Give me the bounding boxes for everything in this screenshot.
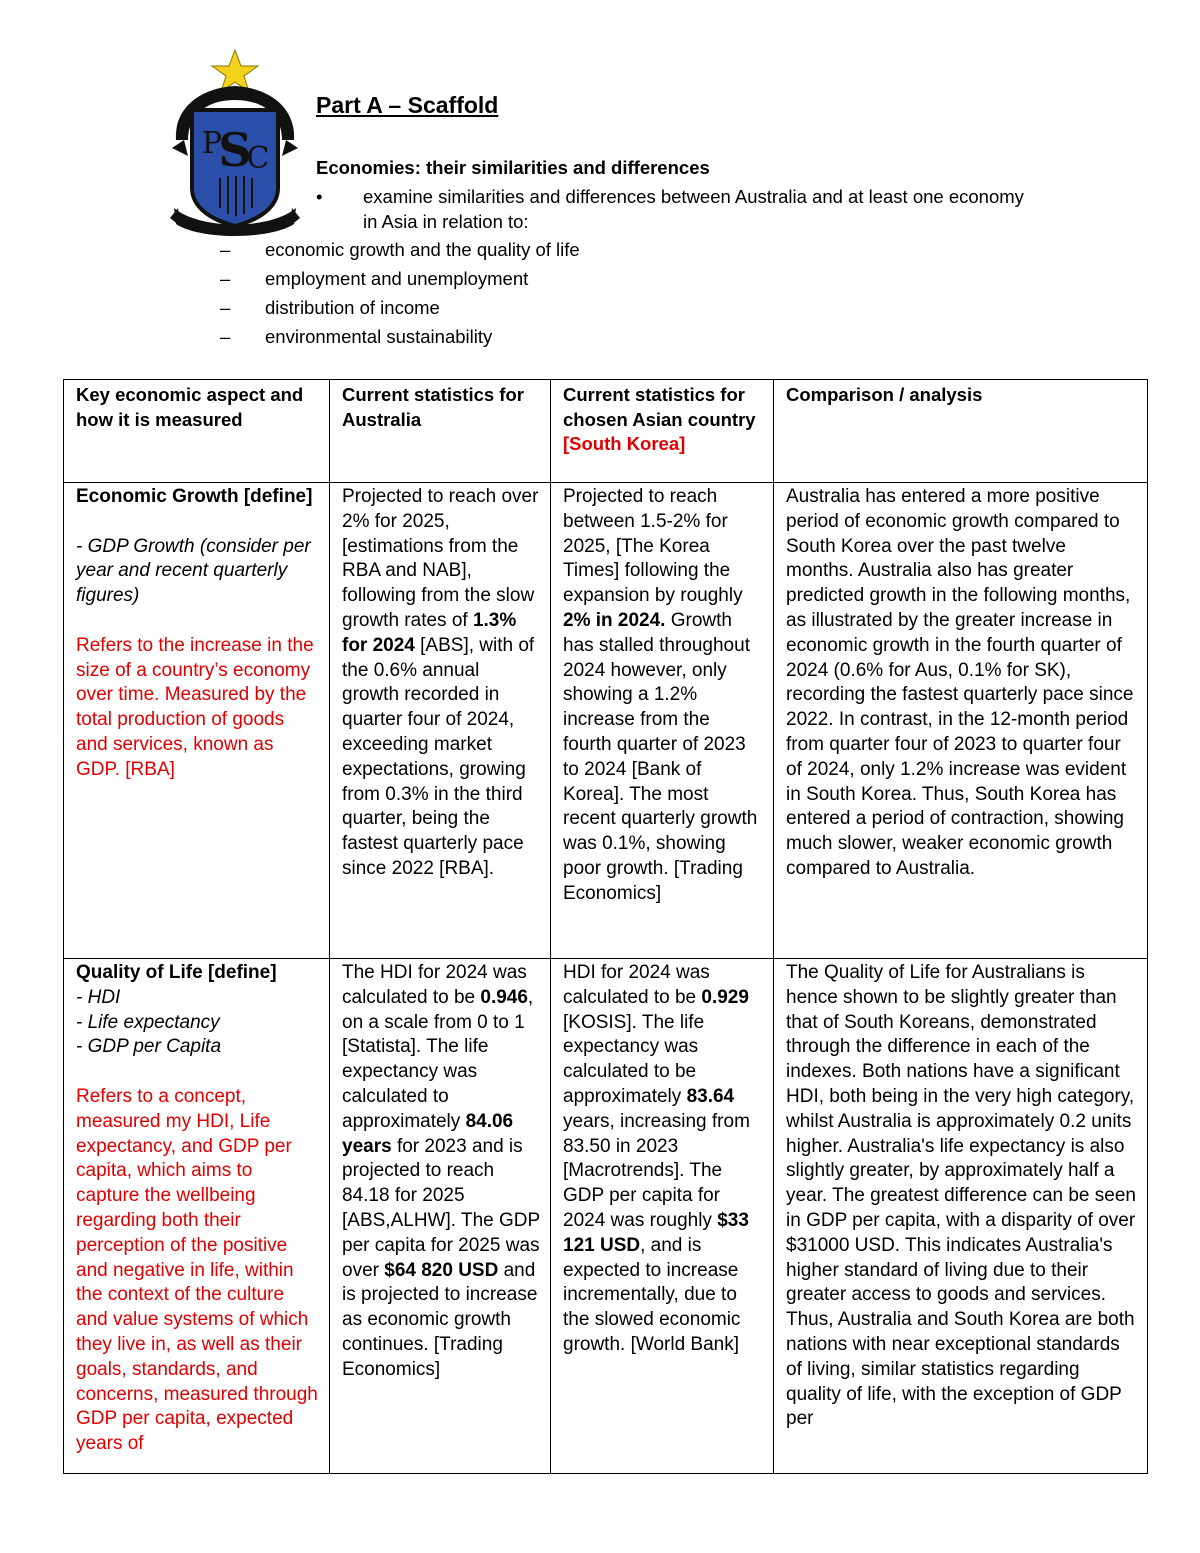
svg-text:P: P bbox=[201, 126, 223, 161]
topic-list bbox=[220, 237, 580, 353]
cell-text: years, increasing from 83.50 in 2023 [Macrotrends]. The GDP per capita for 2024 was roughly bbox=[563, 1110, 750, 1231]
aspect-measure: - Life expectancy bbox=[76, 1011, 220, 1033]
school-crest-logo bbox=[170, 48, 300, 238]
bullet-text: examine similarities and differences between Australia and at least one economy in Asia in relation to: bbox=[363, 186, 1024, 232]
header-aspect: Key economic aspect and how it is measured bbox=[64, 380, 330, 483]
aspect-cell-quality-of-life bbox=[64, 959, 330, 1474]
analysis-cell: Australia has entered a more positive period of economic growth compared to South Korea over the past twelve months. Australia also has greater predicted growth in the following months, as illustrated by the greater increase in economic growth in the fourth quarter of 2024 (0.6% for Aus, 0.1% for SK), recording the fastest quarterly pace since 2022. In contrast, in the 12-month period from quarter four of 2023 to quarter four of 2024, only 1.2% increase was evident in South Korea. Thus, South Korea has entered a period of contraction, showing much slower, weaker economic growth compared to Australia. bbox=[774, 483, 1148, 959]
cell-text: [ABS], with of the 0.6% annual growth recorded in quarter four of 2024, exceeding market expectations, growing from 0.3% in the third quarter, being the fastest quarterly pace since 2022 [RBA]. bbox=[342, 634, 535, 879]
svg-text:S: S bbox=[218, 123, 252, 177]
topic-text: environmental sustainability bbox=[265, 326, 493, 347]
aspect-definition: Refers to the increase in the size of a country’s economy over time. Measured by the total production of goods and services, known as GDP. [RBA] bbox=[76, 634, 314, 780]
table-row bbox=[64, 959, 1148, 1474]
aspect-title: Quality of Life [define] bbox=[76, 962, 277, 983]
cell-text: , on a scale from 0 to 1 [Statista]. The life expectancy was calculated to approximately bbox=[342, 986, 534, 1132]
cell-text: and is projected to increase as economic growth continues. [Trading Economics] bbox=[342, 1259, 538, 1380]
cell-highlight: 84.06 years bbox=[342, 1110, 514, 1157]
header-asian-country-label: Current statistics for chosen Asian country bbox=[563, 384, 756, 430]
page-title: Part A – Scaffold bbox=[316, 92, 499, 118]
aspect-cell-economic-growth bbox=[64, 483, 330, 959]
cell-text: , and is expected to increase incrementally, due to the slowed economic growth. [World Bank] bbox=[563, 1234, 741, 1355]
bullet-symbol: • bbox=[316, 186, 323, 207]
header-analysis: Comparison / analysis bbox=[774, 380, 1148, 483]
header-country-name: [South Korea] bbox=[563, 433, 686, 454]
topic-text: employment and unemployment bbox=[265, 268, 529, 289]
topic-text: distribution of income bbox=[265, 297, 440, 318]
cell-text: Growth has stalled throughout 2024 however, only showing a 1.2% increase from the fourth quarter of 2023 to 2024 [Bank of Korea]. The most recent quarterly growth was 0.1%, showing poor growth. [Trading Economics] bbox=[563, 609, 758, 904]
aspect-measure: - GDP per Capita bbox=[76, 1036, 222, 1058]
aspect-title: Economic Growth [define] bbox=[76, 486, 313, 507]
australia-cell bbox=[330, 959, 551, 1474]
cell-highlight: 1.3% for 2024 bbox=[342, 609, 517, 656]
topic-item bbox=[220, 237, 580, 266]
cell-text: [KOSIS]. The life expectancy was calculated to be approximately bbox=[563, 1011, 705, 1107]
cell-highlight: $64 820 USD bbox=[384, 1259, 499, 1281]
dash-symbol: – bbox=[220, 239, 231, 260]
topic-item bbox=[220, 266, 580, 295]
cell-highlight: $33 121 USD bbox=[563, 1209, 749, 1256]
south-korea-cell bbox=[551, 959, 774, 1474]
cell-highlight: 83.64 bbox=[686, 1085, 735, 1107]
topic-item bbox=[220, 295, 580, 324]
header-asian-country bbox=[551, 380, 774, 483]
cell-text: Projected to reach between 1.5-2% for 2025, [The Korea Times] following the expansion by roughly bbox=[563, 486, 743, 607]
cell-text: Projected to reach over 2% for 2025, [estimations from the RBA and NAB], following from the slow growth rates of bbox=[342, 486, 539, 631]
aspect-measure: - HDI bbox=[76, 986, 121, 1008]
south-korea-cell bbox=[551, 483, 774, 959]
analysis-cell: The Quality of Life for Australians is hence shown to be slightly greater than that of South Koreans, demonstrated through the difference in each of the indexes. Both nations have a significant HDI, both being in the very high category, whilst Australia is approximately 0.2 units higher. Australia's life expectancy is also slightly greater, by approximately half a year. The greatest difference can be seen in GDP per capita, with a disparity of over $31000 USD. This indicates Australia's higher standard of living due to their greater access to goods and services. Thus, Australia and South Korea are both nations with near exceptional standards of living, similar statistics regarding quality of life, with the exception of GDP per bbox=[774, 959, 1148, 1474]
table-row bbox=[64, 483, 1148, 959]
cell-highlight: 2% in 2024. bbox=[563, 609, 666, 631]
aspect-definition: Refers to a concept, measured my HDI, Life expectancy, and GDP per capita, which aims to capture the wellbeing regarding both their perception of the positive and negative in life, within the context of the culture and value systems of which they live in, as well as their goals, standards, and concerns, measured through GDP per capita, expected years of bbox=[76, 1085, 318, 1455]
topic-text: economic growth and the quality of life bbox=[265, 239, 580, 260]
header-australia: Current statistics for Australia bbox=[330, 380, 551, 483]
svg-text:C: C bbox=[246, 141, 270, 176]
comparison-table bbox=[63, 379, 1148, 1474]
cell-text: The HDI for 2024 was calculated to be bbox=[342, 962, 527, 1008]
cell-text: HDI for 2024 was calculated to be bbox=[563, 962, 710, 1008]
cell-highlight: 0.946 bbox=[480, 986, 528, 1008]
dash-symbol: – bbox=[220, 326, 231, 347]
dash-symbol: – bbox=[220, 297, 231, 318]
australia-cell bbox=[330, 483, 551, 959]
cell-highlight: 0.929 bbox=[701, 986, 749, 1008]
cell-text: for 2023 and is projected to reach 84.18 for 2025 [ABS,ALHW]. The GDP per capita for 2025 was over bbox=[342, 1135, 540, 1281]
section-subheading: Economies: their similarities and differences bbox=[316, 157, 710, 178]
aspect-measure: - GDP Growth (consider per year and recent quarterly figures) bbox=[76, 535, 311, 607]
topic-item bbox=[220, 324, 580, 353]
dash-symbol: – bbox=[220, 268, 231, 289]
table-header-row bbox=[64, 380, 1148, 483]
